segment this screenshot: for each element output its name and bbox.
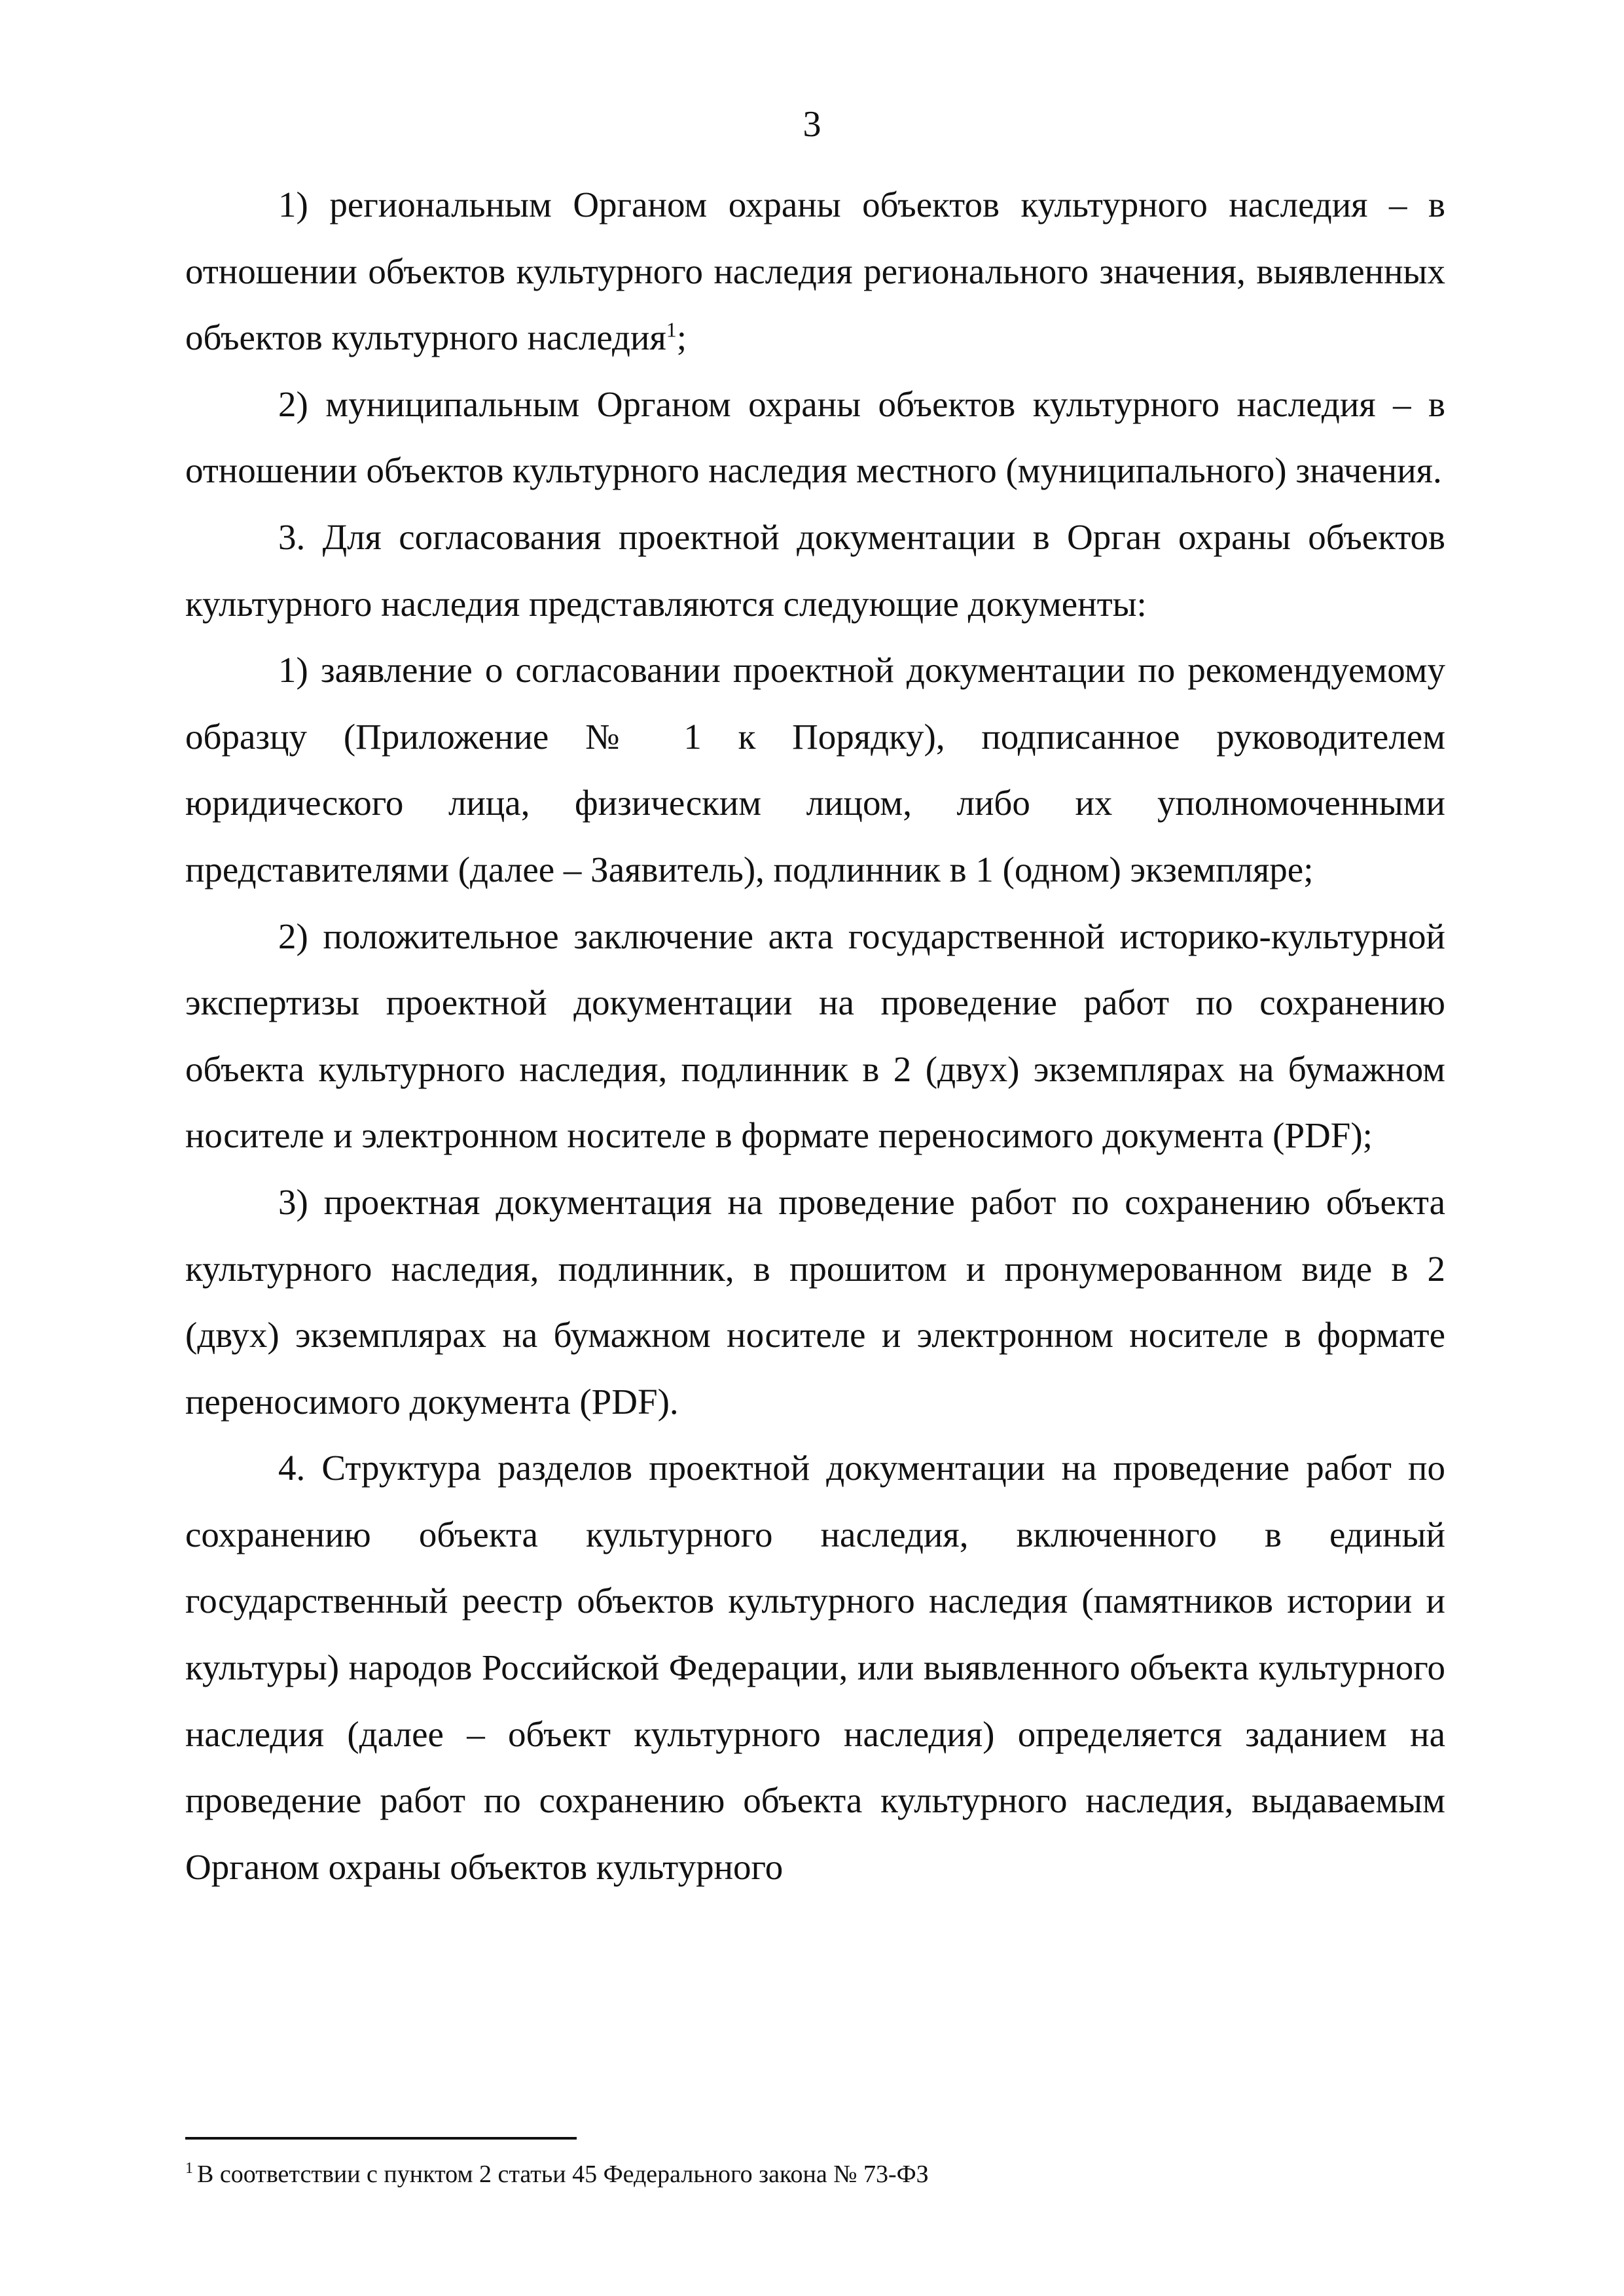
paragraph-expert-conclusion: 2) положительное заключение акта государственной историко-культурной экспертизы проектной документации на проведение работ по сохранению объекта культурного наследия, подлинник в 2 (двух) экземплярах на бумажном носителе и электронном носителе в формате переносимого документа (PDF); bbox=[185, 916, 1445, 1156]
paragraph-municipal-authority: 2) муниципальным Органом охраны объектов культурного наследия – в отношении объектов культурного наследия местного (муниципального) значения. bbox=[185, 384, 1445, 491]
footnote-reference: 1 bbox=[666, 317, 677, 342]
footnote-marker: 1 bbox=[185, 2160, 193, 2178]
paragraph-project-documentation: 3) проектная документация на проведение работ по сохранению объекта культурного наследия, подлинник, в прошитом и пронумерованном виде в 2 (двух) экземплярах на бумажном носителе и электронном носителе в формате переносимого документа (PDF). bbox=[185, 1181, 1445, 1422]
paragraph-text-end: ; bbox=[676, 317, 687, 358]
paragraph-regional-authority bbox=[185, 171, 1445, 371]
paragraph-section-4: 4. Структура разделов проектной документации на проведение работ по сохранению объекта культурного наследия, включенного в единый государственный реестр объектов культурного наследия (памятников истории и культуры) народов Российской Федерации, или выявленного объекта культурного наследия (далее – объект культурного наследия) определяется заданием на проведение работ по сохранению объекта культурного наследия, выдаваемым Органом охраны объектов культурного bbox=[185, 1448, 1445, 1887]
document-body bbox=[185, 171, 1445, 1900]
footnote bbox=[185, 2157, 1445, 2191]
page-number: 3 bbox=[803, 104, 821, 145]
paragraph-text: 1) региональным Органом охраны объектов культурного наследия – в отношении объектов культурного наследия регионального значения, выявленных объектов культурного наследия bbox=[185, 185, 1445, 358]
paragraph-application: 1) заявление о согласовании проектной документации по рекомендуемому образцу (Приложение № 1 к Порядку), подписанное руководителем юридического лица, физическим лицом, либо их уполномоченными представителями (далее – Заявитель), подлинник в 1 (одном) экземпляре; bbox=[185, 650, 1445, 889]
footnote-text: В соответствии с пунктом 2 статьи 45 Федерального закона № 73-ФЗ bbox=[197, 2161, 929, 2188]
paragraph-section-3: 3. Для согласования проектной документации в Орган охраны объектов культурного наследия представляются следующие документы: bbox=[185, 516, 1445, 624]
footnote-divider bbox=[185, 2137, 577, 2140]
